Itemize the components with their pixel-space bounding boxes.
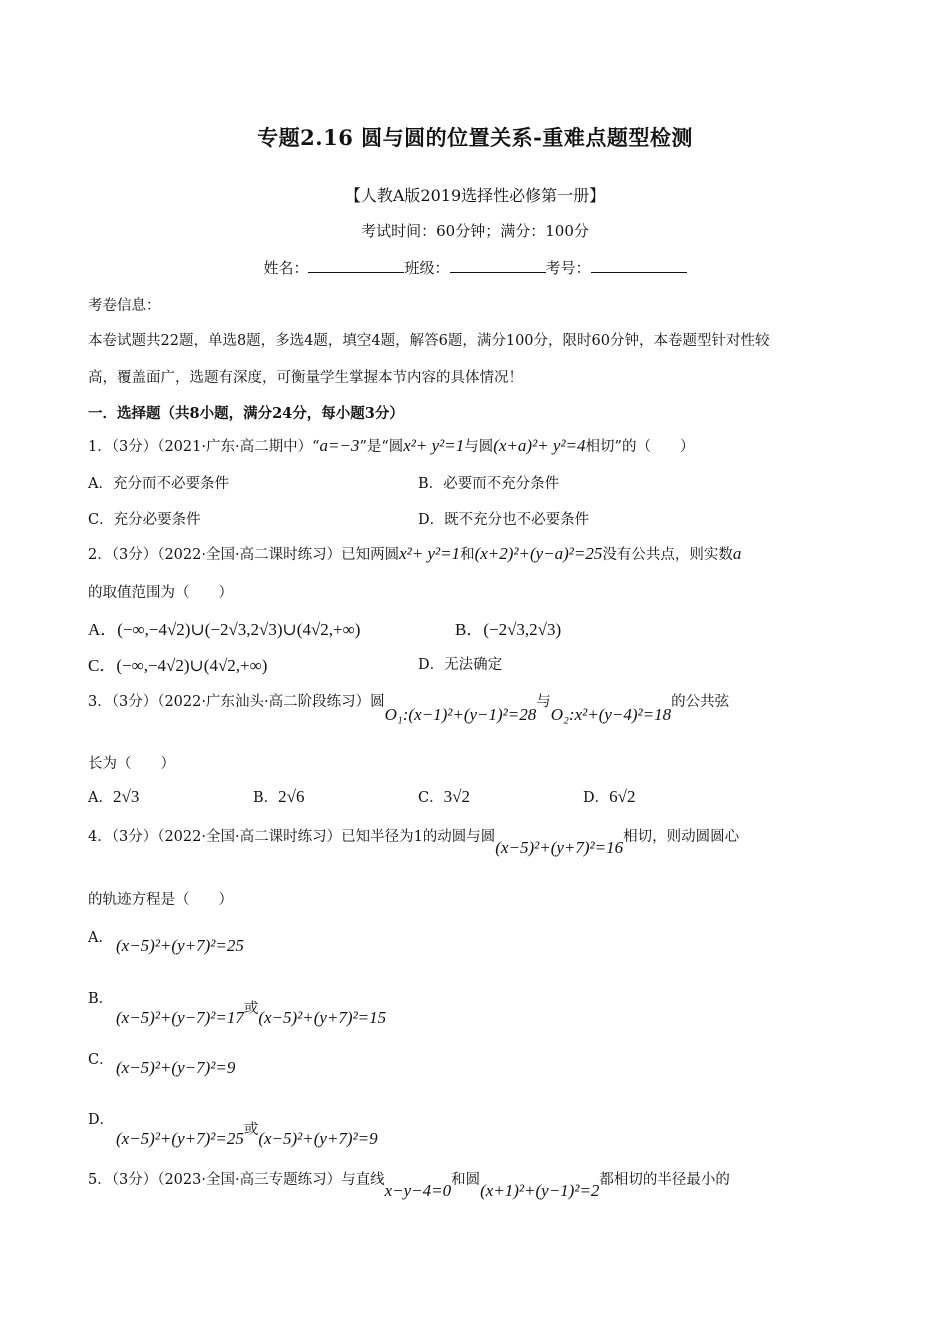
q1-condition: a=−3 bbox=[319, 436, 360, 455]
class-blank[interactable] bbox=[450, 258, 546, 273]
q5-line-equation: x−y−4=0 bbox=[384, 1181, 452, 1200]
name-blank[interactable] bbox=[308, 258, 404, 273]
q5-suffix: 都相切的半径最小的 bbox=[599, 1172, 730, 1188]
q1-mid2: 与圆 bbox=[464, 439, 494, 455]
class-label: 班级： bbox=[404, 259, 450, 277]
q1-circle-1: x²+ y²=1 bbox=[403, 436, 465, 455]
q1-option-c: C．充分必要条件 bbox=[88, 512, 201, 528]
q4-option-d bbox=[116, 1118, 378, 1149]
q1-option-b: B．必要而不充分条件 bbox=[418, 476, 560, 492]
q4-circle: (x−5)²+(y+7)²=16 bbox=[495, 838, 624, 857]
exam-info-heading: 考卷信息： bbox=[88, 298, 161, 314]
q3-option-a bbox=[88, 786, 139, 807]
q1-option-d: D．既不充分也不必要条件 bbox=[418, 512, 590, 528]
q4-suffix: 相切，则动圆圆心 bbox=[623, 829, 740, 845]
q3-option-d bbox=[583, 786, 635, 807]
q4-b-eq-1: (x−5)²+(y−7)²=17 bbox=[116, 1008, 244, 1027]
q3-option-b bbox=[253, 786, 305, 807]
q4-option-a-label: A． bbox=[88, 930, 113, 946]
q2-variable: a bbox=[732, 544, 742, 563]
student-info-fields bbox=[0, 257, 950, 278]
q3-c-label: C． bbox=[418, 790, 444, 806]
q1-suffix: 相切”的（ ） bbox=[585, 439, 695, 455]
q2-option-d: D．无法确定 bbox=[418, 657, 503, 673]
q3-d-label: D． bbox=[583, 790, 610, 806]
question-3 bbox=[88, 690, 730, 724]
id-blank[interactable] bbox=[591, 258, 687, 273]
q2-prefix: 2．（3分）（2022·全国·高二课时练习）已知两圆 bbox=[88, 547, 400, 563]
q4-option-b bbox=[116, 997, 386, 1028]
q4-prefix: 4．（3分）（2022·全国·高二课时练习）已知半径为1的动圆与圆 bbox=[88, 829, 496, 845]
question-1 bbox=[88, 435, 694, 456]
q2-circle-1: x²+ y²=1 bbox=[399, 544, 461, 563]
question-5 bbox=[88, 1168, 730, 1200]
q3-circle-1: O₁:(x−1)²+(y−1)²=28 bbox=[384, 705, 537, 724]
q3-a-label: A． bbox=[88, 790, 113, 806]
section-heading: 一．选择题（共8小题，满分24分，每小题3分） bbox=[88, 405, 404, 422]
q1-option-a: A．充分而不必要条件 bbox=[88, 476, 229, 492]
q3-mid: 与 bbox=[536, 694, 551, 710]
q5-prefix: 5．（3分）（2023·全国·高三专题练习）与直线 bbox=[88, 1172, 385, 1188]
q4-option-a: (x−5)²+(y+7)²=25 bbox=[116, 936, 244, 955]
q3-a-value: 2√3 bbox=[112, 787, 140, 806]
q4-d-eq-2: (x−5)²+(y+7)²=9 bbox=[258, 1129, 378, 1148]
q4-line-2: 的轨迹方程是（ ） bbox=[88, 892, 233, 908]
q2-mid: 和 bbox=[460, 547, 475, 563]
q1-mid: ”是“圆 bbox=[359, 439, 404, 455]
exam-info-text-1: 本卷试题共22题，单选8题，多选4题，填空4题，解答6题，满分100分，限时60分钟，本卷题型针对性较 bbox=[88, 333, 770, 349]
q3-line-2: 长为（ ） bbox=[88, 756, 175, 772]
q1-circle-2: (x+a)²+ y²=4 bbox=[493, 436, 586, 455]
q3-b-label: B． bbox=[253, 790, 279, 806]
q3-prefix: 3．（3分）（2022·广东汕头·高二阶段练习）圆 bbox=[88, 694, 385, 710]
q4-d-eq-1: (x−5)²+(y+7)²=25 bbox=[116, 1129, 244, 1148]
exam-info-text-2: 高，覆盖面广，选题有深度，可衡量学生掌握本节内容的具体情况！ bbox=[88, 370, 523, 386]
page-title: 专题2.16 圆与圆的位置关系-重难点题型检测 bbox=[257, 125, 693, 150]
q2-option-c: C．(−∞,−4√2)∪(4√2,+∞) bbox=[88, 656, 268, 675]
question-2 bbox=[88, 543, 741, 564]
q2-circle-2: (x+2)²+(y−a)²=25 bbox=[474, 544, 603, 563]
q3-circle-2: O₂:x²+(y−4)²=18 bbox=[550, 705, 672, 724]
q4-option-c: (x−5)²+(y−7)²=9 bbox=[116, 1058, 236, 1077]
q4-option-c-label: C． bbox=[88, 1052, 114, 1068]
exam-time-info: 考试时间：60分钟；满分：100分 bbox=[361, 222, 589, 240]
q5-mid: 和圆 bbox=[451, 1172, 481, 1188]
q3-suffix: 的公共弦 bbox=[671, 694, 730, 710]
id-label: 考号： bbox=[545, 259, 591, 277]
textbook-subtitle: 【人教A版2019选择性必修第一册】 bbox=[344, 186, 606, 205]
name-label: 姓名： bbox=[263, 259, 309, 277]
q3-d-value: 6√2 bbox=[609, 787, 636, 806]
q4-b-eq-2: (x−5)²+(y+7)²=15 bbox=[258, 1008, 387, 1027]
q3-option-c bbox=[418, 786, 470, 807]
q5-circle: (x+1)²+(y−1)²=2 bbox=[480, 1181, 600, 1200]
q4-option-b-label: B． bbox=[88, 991, 114, 1007]
q3-b-value: 2√6 bbox=[278, 787, 305, 806]
question-4 bbox=[88, 825, 740, 857]
q1-prefix: 1．（3分）（2021·广东·高二期中）“ bbox=[88, 439, 320, 455]
q4-option-d-label: D． bbox=[88, 1112, 115, 1128]
q3-c-value: 3√2 bbox=[443, 787, 470, 806]
q2-suffix: 没有公共点，则实数 bbox=[602, 547, 733, 563]
q4-b-or: 或 bbox=[243, 1001, 259, 1017]
q4-d-or: 或 bbox=[243, 1122, 259, 1138]
q2-line-2: 的取值范围为（ ） bbox=[88, 585, 233, 601]
q2-option-a: A．(−∞,−4√2)∪(−2√3,2√3)∪(4√2,+∞) bbox=[88, 620, 361, 639]
q2-option-b: B．(−2√3,2√3) bbox=[455, 620, 562, 639]
